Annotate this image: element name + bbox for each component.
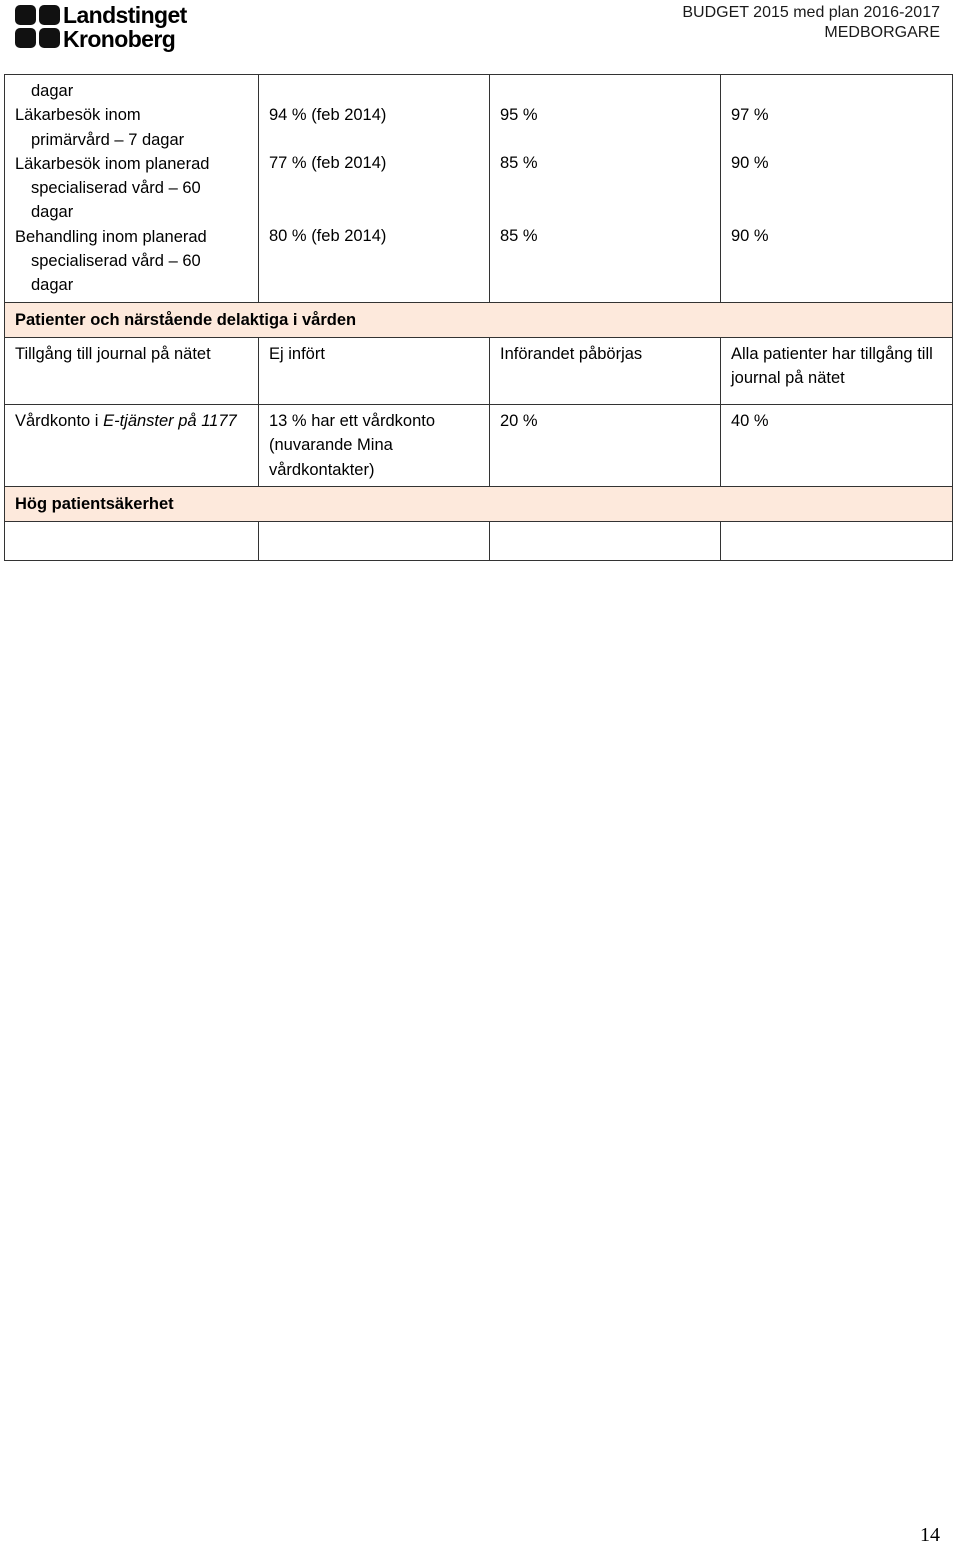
page-number: 14 [920, 1524, 940, 1546]
document-title: BUDGET 2015 med plan 2016-2017 [682, 4, 940, 21]
cell-text: 80 % (feb 2014) [269, 226, 387, 245]
table-cell: Tillgång till journal på nätet [5, 337, 259, 404]
table-cell: 13 % har ett vårdkonto (nuvarande Mina vårdkontakter) [259, 404, 490, 486]
cell-text: specialiserad vård – 60 [31, 179, 201, 198]
table-cell: Ej infört [259, 337, 490, 404]
logo-line-2: Kronoberg [63, 26, 176, 52]
table-cell: Införandet påbörjas [490, 337, 721, 404]
cell-text: 97 % [731, 106, 769, 124]
cell-text: 85 % [500, 226, 538, 245]
table-cell [721, 522, 953, 561]
document-header [682, 3, 940, 43]
cell-text: 77 % (feb 2014) [269, 154, 387, 173]
document-section: MEDBORGARE [824, 24, 940, 41]
landstinget-logo-icon [15, 5, 61, 49]
table-cell [259, 522, 490, 561]
table-cell [5, 75, 259, 303]
table-row [5, 337, 953, 404]
table-cell: Alla patienter har tillgång till journal på nätet [721, 337, 953, 404]
section-header-row [5, 486, 953, 521]
table-cell: 40 % [721, 404, 953, 486]
table-row [5, 75, 953, 303]
cell-text: 94 % (feb 2014) [269, 106, 387, 124]
cell-text: Läkarbesök inom [15, 106, 141, 125]
table-row [5, 522, 953, 561]
table-row [5, 404, 953, 486]
organization-logo [15, 3, 215, 53]
table-cell [259, 75, 490, 303]
section-heading: Hög patientsäkerhet [5, 486, 953, 521]
cell-text-italic: E-tjänster på 1177 [103, 411, 237, 430]
cell-text: Läkarbesök inom planerad [15, 154, 210, 173]
cell-text: Vårdkonto i [15, 411, 104, 430]
cell-text: dagar [31, 276, 74, 295]
cell-text: dagar [31, 203, 74, 222]
table-cell: 20 % [490, 404, 721, 486]
goals-table [4, 74, 953, 561]
section-header-row [5, 302, 953, 337]
section-heading: Patienter och närstående delaktiga i vården [5, 302, 953, 337]
table-cell [5, 404, 259, 486]
cell-text: primärvård – 7 dagar [31, 130, 185, 149]
table-cell [5, 522, 259, 561]
table-cell [490, 522, 721, 561]
cell-text: 90 % [731, 226, 769, 245]
cell-text: specialiserad vård – 60 [31, 252, 201, 271]
table-cell [490, 75, 721, 303]
cell-text: 90 % [731, 154, 769, 173]
cell-text: Behandling inom planerad [15, 227, 207, 246]
logo-wordmark [63, 3, 187, 51]
logo-line-1: Landstinget [63, 2, 187, 28]
cell-text: 95 % [500, 106, 538, 124]
cell-text: 85 % [500, 154, 538, 173]
table-cell [721, 75, 953, 303]
cell-text: dagar [31, 82, 74, 100]
